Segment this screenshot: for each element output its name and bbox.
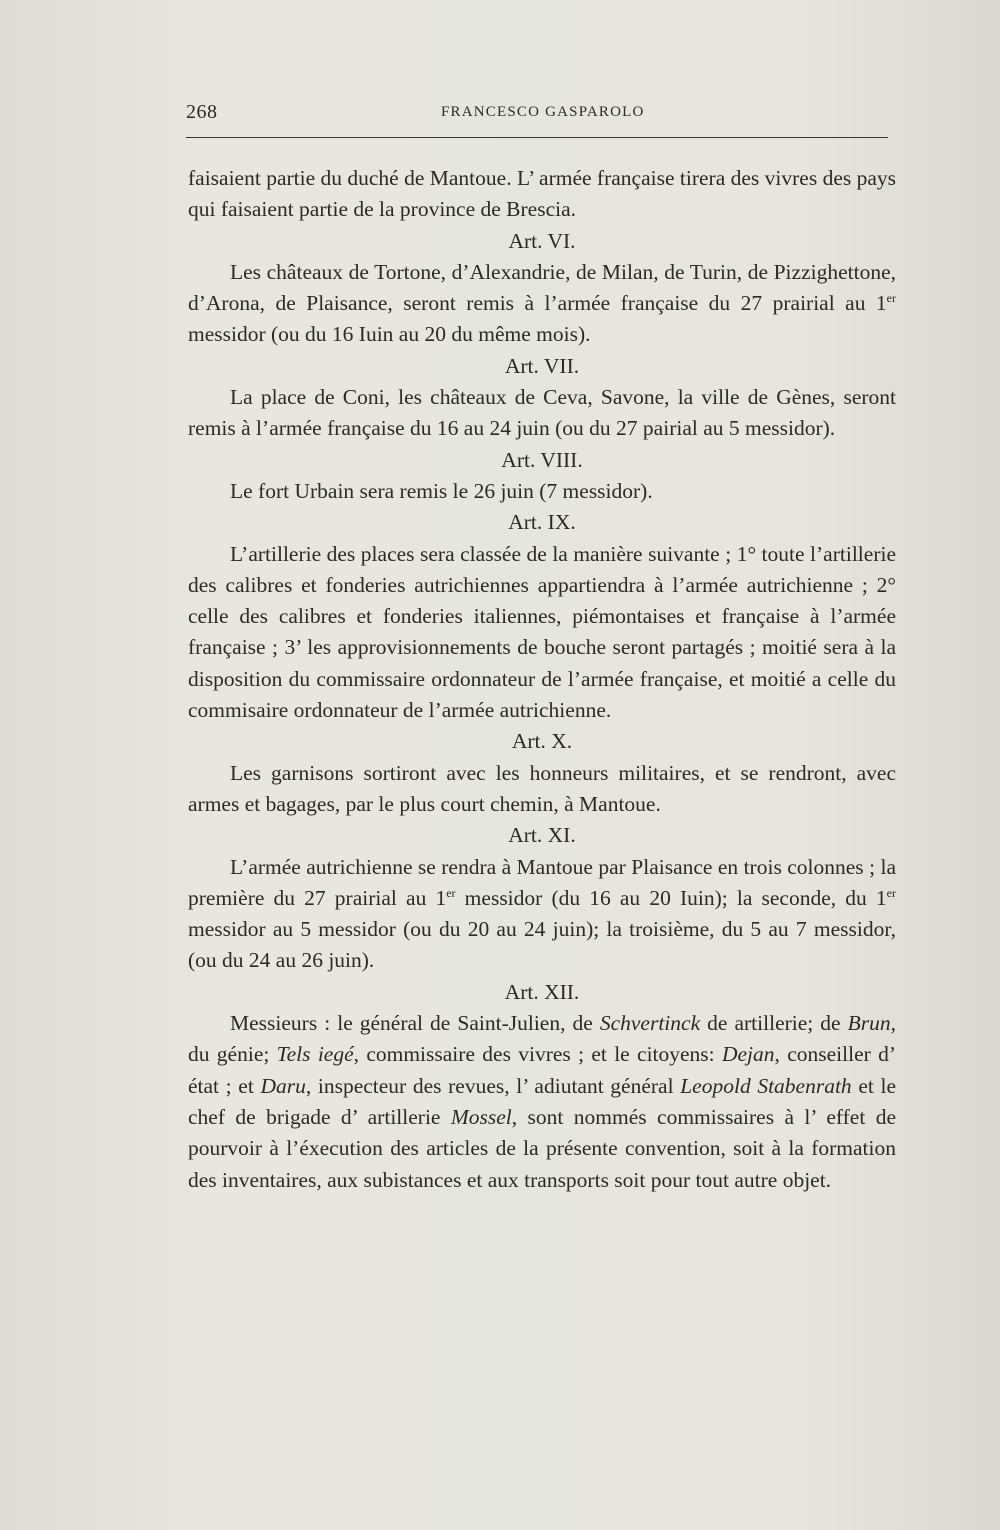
article-12-text: Messieurs : le général de Saint-Julien, de Schvertinck de artillerie; de Brun, du génie; Tels iegé, commissaire des vivres ; et le citoyens: Dejan, conseiller d’ état ; et Daru, inspecteur des revues, l’ adiutant général Leopold Stabenrath et le chef de brigade d’ artillerie Mossel, sont nommés commissaires à l’ effet de pourvoir à l’éxecution des articles de la présente convention, soit à la formation des inventaires, aux subistances et aux transports soit pour tout autre objet. [188, 1011, 897, 1192]
article-heading-11: Art. XI. [508, 823, 576, 848]
article-heading-10: Art. X. [511, 729, 573, 754]
article-8-text: Le fort Urbain sera remis le 26 juin (7 messidor). [230, 478, 653, 503]
running-head: FRANCESCO GASPAROLO [441, 104, 645, 120]
article-10-text: Les garnisons sortiront avec les honneurs militaires, et se rendront, avec armes et bagages, par le plus court chemin, à Mantoue. [188, 760, 896, 816]
paragraph-continuation: faisaient partie du duché de Mantoue. L’ armée française tirera des vivres des pays qui faisaient partie de la province de Brescia. [188, 166, 897, 222]
header-rule [186, 137, 888, 138]
article-7-text: La place de Coni, les châteaux de Ceva, Savone, la ville de Gènes, seront remis à l’armée française du 16 au 24 juin (ou du 27 pairial au 5 messidor). [188, 385, 896, 441]
article-heading-7: Art. VII. [504, 353, 580, 378]
page-header [186, 101, 888, 131]
page-body [188, 163, 896, 1196]
article-heading-9: Art. IX. [508, 510, 576, 535]
article-11-text: L’armée autrichienne se rendra à Mantoue par Plaisance en trois colonnes ; la première du 27 prairial au 1er messidor (du 16 au 20 Iuin); la seconde, du 1er messidor au 5 messidor (ou du 20 au 24 juin); la troisième, du 5 au 7 messidor, (ou du 24 au 26 juin). [188, 854, 896, 973]
page-number: 268 [186, 101, 218, 123]
article-6-text: Les châteaux de Tortone, d’Alexandrie, de Milan, de Turin, de Pizzighettone, d’Arona, de Plaisance, seront remis à l’armée française du 27 prairial au 1er messidor (ou du 16 Iuin au 20 du même mois). [188, 259, 896, 347]
article-heading-12: Art. XII. [504, 979, 580, 1004]
article-9-text: L’artillerie des places sera classée de la manière suivante ; 1° toute l’artillerie des calibres et fonderies autrichiennes appartiendra à l’armée autrichienne ; 2° celle des calibres et fonderies italiennes, piémontaises et française à l’armée française ; 3’ les approvisionnements de bouche seront partagés ; moitié sera à la disposition du commissaire ordonnateur de l’armée française, et moitié a celle du commisaire ordonnateur de l’armée autrichienne. [188, 541, 896, 723]
article-heading-8: Art. VIII. [501, 447, 583, 472]
article-heading-6: Art. VI. [508, 228, 576, 253]
